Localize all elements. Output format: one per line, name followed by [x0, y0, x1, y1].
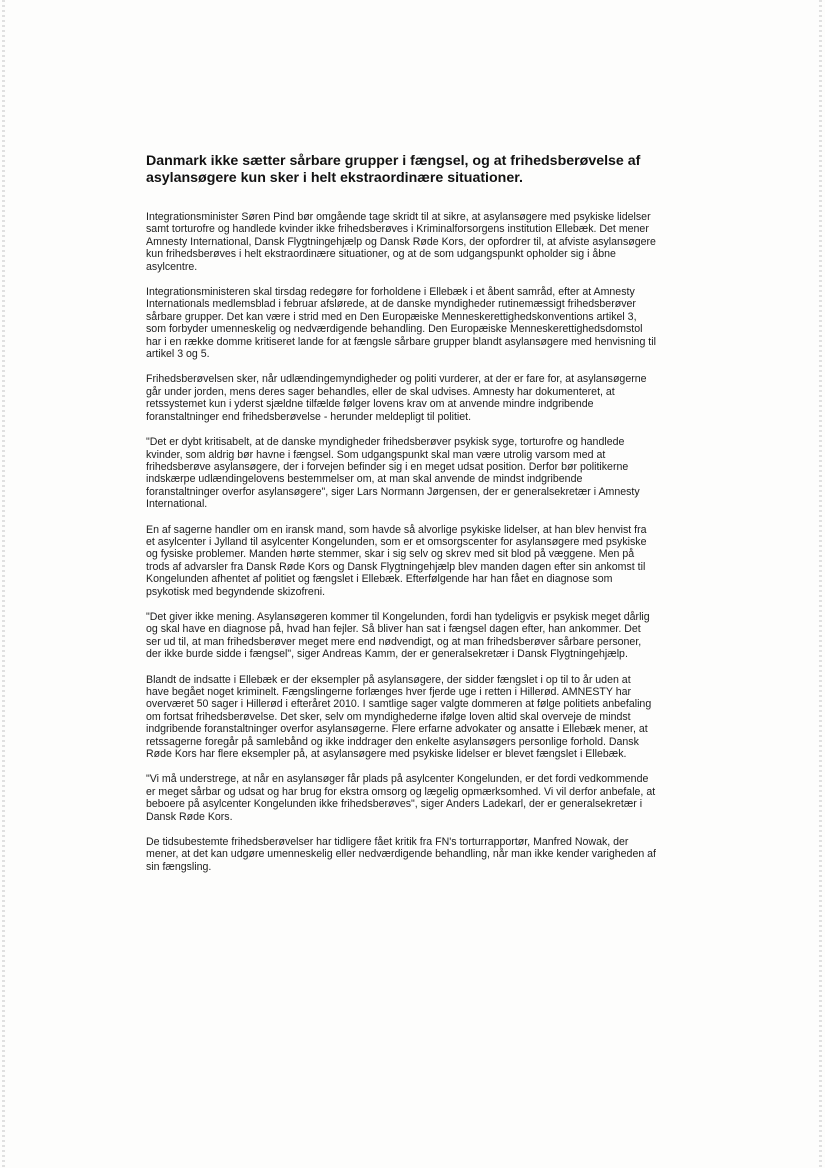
- scan-edge-right: [819, 0, 822, 1168]
- paragraph: Integrationsministeren skal tirsdag redegøre for forholdene i Ellebæk i et åbent samråd, efter at Amnesty Internationals medlemsblad i februar afslørede, at de danske myndigheder rutinemæssigt frihedsberøver sårbare grupper. Det kan være i strid med en Den Europæiske Menneskerettighedskonventions artikel 3, som forbyder umenneskelig og nedværdigende behandling. Den Europæiske Menneskerettighedsdomstol har i en række domme kritiseret lande for at fængsle sårbare grupper blandt asylansøgere med henvisning til artikel 3 og 5.: [146, 286, 656, 361]
- paragraph: Frihedsberøvelsen sker, når udlændingemyndigheder og politi vurderer, at der er fare for, at asylansøgerne går under jorden, mens deres sager behandles, eller de skal udvises. Amnesty har dokumenteret, at retssystemet kun i yderst sjældne tilfælde følger lovens krav om at anvende mindre indgribende foranstaltninger end frihedsberøvelse - herunder meldepligt til politiet.: [146, 373, 647, 423]
- scan-edge-left: [2, 0, 5, 1168]
- paragraph: De tidsubestemte frihedsberøvelser har tidligere fået kritik fra FN's torturrapportør, Manfred Nowak, der mener, at det kan udgøre umenneskelig eller nedværdigende behandling, når man ikke kender varigheden af sin fængsling.: [146, 836, 656, 873]
- paragraph: Integrationsminister Søren Pind bør omgående tage skridt til at sikre, at asylansøgere med psykiske lidelser samt torturofre og handlede kvinder ikke frihedsberøves i Kriminalforsorgens institution Ellebæk. Det mener Amnesty International, Dansk Flygtningehjælp og Dansk Røde Kors, der opfordrer til, at afviste asylansøgere kun frihedsberøves i helt ekstraordinære situationer, og at de som udgangspunkt opholder sig i åbne asylcentre.: [146, 211, 656, 273]
- paragraph: En af sagerne handler om en iransk mand, som havde så alvorlige psykiske lidelser, at han blev henvist fra et asylcenter i Jylland til asylcenter Kongelunden, som er et omsorgscenter for asylansøgere med psykiske og fysiske problemer. Manden hørte stemmer, skar i sig selv og skrev med sit blod på væggene. Men på trods af advarsler fra Dansk Røde Kors og Dansk Flygtningehjælp blev manden dagen efter sin ankomst til Kongelunden afhentet af politiet og fængslet i Ellebæk. Efterfølgende har han fået en diagnose som psykotisk med begyndende skizofreni.: [146, 523, 647, 598]
- paragraph: Blandt de indsatte i Ellebæk er der eksempler på asylansøgere, der sidder fængslet i op til to år uden at have begået noget kriminelt. Fængslingerne forlænges hver fjerde uge i retten i Hillerød. AMNESTY har overværet 50 sager i Hillerød i efteråret 2010. I samtlige sager valgte dommeren at følge politiets anbefaling om fortsat frihedsberøvelse. Det sker, selv om myndighederne ifølge loven altid skal overveje de mindst indgribende foranstaltninger overfor asylansøgerne. Flere erfarne advokater og ansatte i Ellebæk mener, at retssagerne foregår på samlebånd og ikke inddrager den enkelte asylansøgers personlige forhold. Dansk Røde Kors har flere eksempler på, at asylansøgere med psykiske lidelser er blevet fængslet i Ellebæk.: [146, 673, 652, 761]
- article-headline: Danmark ikke sætter sårbare grupper i fængsel, og at frihedsberøvelse af asylansøgere kun sker i helt ekstraordinære situationer.: [146, 153, 641, 186]
- paragraph-quote: "Vi må understrege, at når en asylansøger får plads på asylcenter Kongelunden, er det fordi vedkommende er meget sårbar og udsat og har brug for ekstra omsorg og lægelig opmærksomhed. Vi vil derfor anbefale, at beboere på asylcenter Kongelunden ikke frihedsberøves", siger Anders Ladekarl, der er generalsekretær i Dansk Røde Kors.: [146, 773, 656, 823]
- paragraph-quote: "Det er dybt kritisabelt, at de danske myndigheder frihedsberøver psykisk syge, torturofre og handlede kvinder, som aldrig bør havne i fængsel. Som udgangspunkt skal man være utrolig varsom med at frihedsberøve asylansøgere, der i forvejen befinder sig i en meget udsat position. Derfor bør politikerne indskærpe udlændingelovens bestemmelser om, at man skal anvende de mindst indgribende foranstaltninger overfor asylansøgere", siger Lars Normann Jørgensen, der er generalsekretær i Amnesty International.: [146, 436, 640, 511]
- article-body: [146, 153, 656, 886]
- paragraph-quote: "Det giver ikke mening. Asylansøgeren kommer til Kongelunden, fordi han tydeligvis er psykisk meget dårlig og skal have en diagnose på, hvad han fejler. Så bliver han sat i fængsel dagen efter, han ankommer. Det ser ud til, at man frihedsberøver meget mere end nødvendigt, og at man frihedsberøver sårbare personer, der ikke burde sidde i fængsel", siger Andreas Kamm, der er generalsekretær i Dansk Flygtningehjælp.: [146, 610, 650, 661]
